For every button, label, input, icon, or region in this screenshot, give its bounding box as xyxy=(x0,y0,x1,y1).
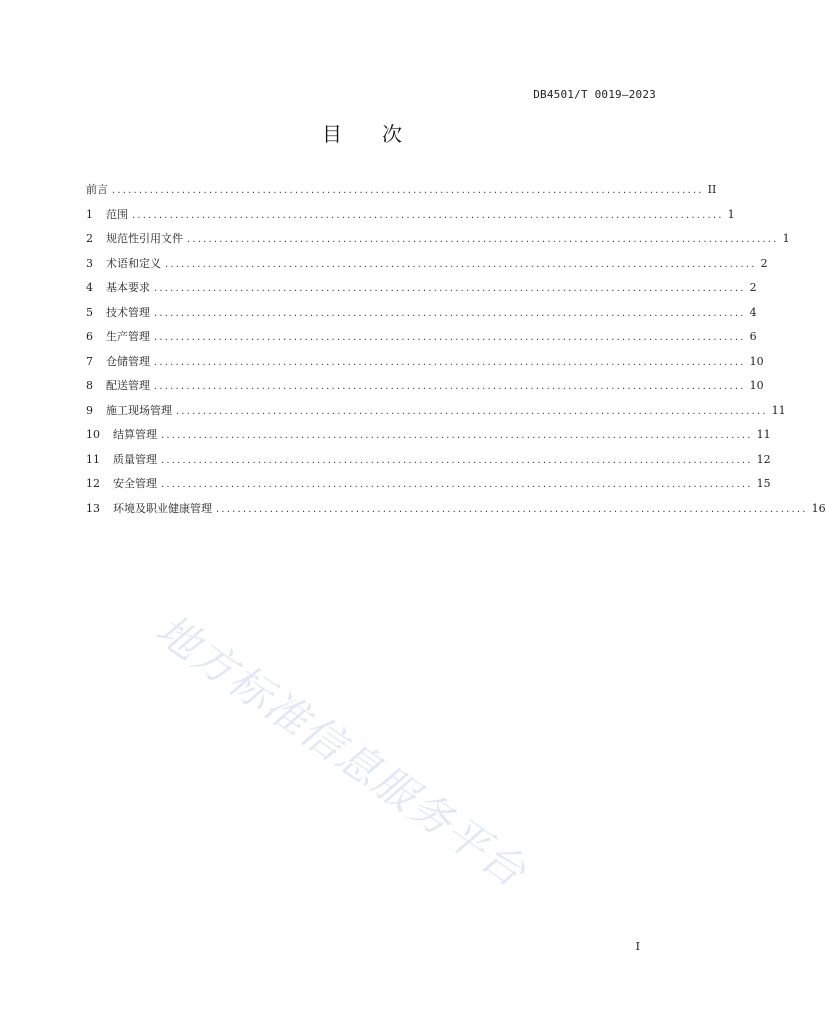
toc-entry-page: 15 xyxy=(756,477,771,490)
toc-leader-dots: .............................................................................................................. xyxy=(176,405,768,417)
watermark: 地方标准信息服务平台 xyxy=(147,604,536,898)
toc-entry-page: 16 xyxy=(811,501,826,515)
toc-entry-page: 12 xyxy=(756,452,771,466)
toc-leader-dots: .............................................................................................................. xyxy=(161,479,753,490)
toc-entry-number: 2 xyxy=(86,232,93,245)
toc-entry-label: 安全管理 xyxy=(113,477,157,490)
toc-entry-label: 质量管理 xyxy=(113,452,157,466)
title-char-1: 目 xyxy=(322,122,342,146)
toc-entry-preface[interactable] xyxy=(86,181,717,206)
toc-leader-dots: .............................................................................................................. xyxy=(165,258,757,270)
page-number: I xyxy=(635,940,640,953)
toc-entry-label: 术语和定义 xyxy=(106,256,161,270)
toc-entry-number: 5 xyxy=(86,305,93,319)
toc-entry-number: 9 xyxy=(86,403,93,417)
toc-leader-dots: .............................................................................................................. xyxy=(154,356,746,368)
toc-leader-dots: .............................................................................................................. xyxy=(132,209,724,221)
page-title xyxy=(0,118,724,147)
toc-entry-label: 基本要求 xyxy=(106,281,150,294)
toc-entry-11[interactable] xyxy=(86,451,771,476)
toc-entry-6[interactable] xyxy=(86,328,757,353)
toc-entry-number: 4 xyxy=(86,281,93,294)
toc-leader-dots: .............................................................................................................. xyxy=(216,503,808,515)
toc-entry-label: 仓储管理 xyxy=(106,354,150,368)
toc-entry-label: 技术管理 xyxy=(106,305,150,319)
toc-entry-4[interactable] xyxy=(86,279,757,304)
toc-entry-number: 6 xyxy=(86,330,93,343)
toc-entry-13[interactable] xyxy=(86,500,826,525)
toc-entry-7[interactable] xyxy=(86,353,764,378)
toc-entry-number: 8 xyxy=(86,379,93,392)
toc-entry-label: 生产管理 xyxy=(106,330,150,343)
toc-entry-label: 前言 xyxy=(86,183,108,196)
table-of-contents xyxy=(86,181,826,524)
toc-leader-dots: .............................................................................................................. xyxy=(154,381,746,392)
toc-entry-number: 3 xyxy=(86,256,93,270)
toc-entry-page: 11 xyxy=(756,428,771,441)
toc-leader-dots: .............................................................................................................. xyxy=(161,454,753,466)
toc-entry-number: 13 xyxy=(86,501,100,515)
toc-entry-label: 规范性引用文件 xyxy=(106,232,183,245)
toc-entry-number: 1 xyxy=(86,207,93,221)
toc-entry-page: 1 xyxy=(782,232,790,245)
toc-entry-1[interactable] xyxy=(86,206,735,231)
toc-entry-page: 10 xyxy=(749,379,764,392)
toc-entry-2[interactable] xyxy=(86,230,790,255)
toc-entry-10[interactable] xyxy=(86,426,771,451)
toc-entry-label: 范围 xyxy=(106,207,128,221)
toc-entry-number: 10 xyxy=(86,428,100,441)
toc-entry-page: II xyxy=(707,183,717,196)
toc-entry-label: 配送管理 xyxy=(106,379,150,392)
document-code: DB4501/T 0019—2023 xyxy=(533,88,656,101)
toc-leader-dots: .............................................................................................................. xyxy=(187,234,779,245)
toc-leader-dots: .............................................................................................................. xyxy=(112,185,704,196)
toc-entry-page: 10 xyxy=(749,354,764,368)
toc-leader-dots: .............................................................................................................. xyxy=(154,307,746,319)
toc-entry-page: 11 xyxy=(771,403,786,417)
toc-entry-label: 结算管理 xyxy=(113,428,157,441)
toc-entry-page: 4 xyxy=(749,305,757,319)
toc-entry-number: 7 xyxy=(86,354,93,368)
toc-entry-page: 1 xyxy=(727,207,735,221)
toc-entry-page: 2 xyxy=(749,281,757,294)
toc-leader-dots: .............................................................................................................. xyxy=(154,332,746,343)
toc-entry-page: 6 xyxy=(749,330,757,343)
toc-entry-number: 11 xyxy=(86,452,100,466)
toc-entry-9[interactable] xyxy=(86,402,786,427)
toc-entry-8[interactable] xyxy=(86,377,764,402)
toc-leader-dots: .............................................................................................................. xyxy=(161,430,753,441)
title-char-2: 次 xyxy=(382,122,402,146)
toc-entry-12[interactable] xyxy=(86,475,771,500)
toc-entry-label: 施工现场管理 xyxy=(106,403,172,417)
toc-entry-label: 环境及职业健康管理 xyxy=(113,501,212,515)
toc-entry-3[interactable] xyxy=(86,255,768,280)
toc-entry-page: 2 xyxy=(760,256,768,270)
toc-leader-dots: .............................................................................................................. xyxy=(154,283,746,294)
toc-entry-5[interactable] xyxy=(86,304,757,329)
toc-entry-number: 12 xyxy=(86,477,100,490)
